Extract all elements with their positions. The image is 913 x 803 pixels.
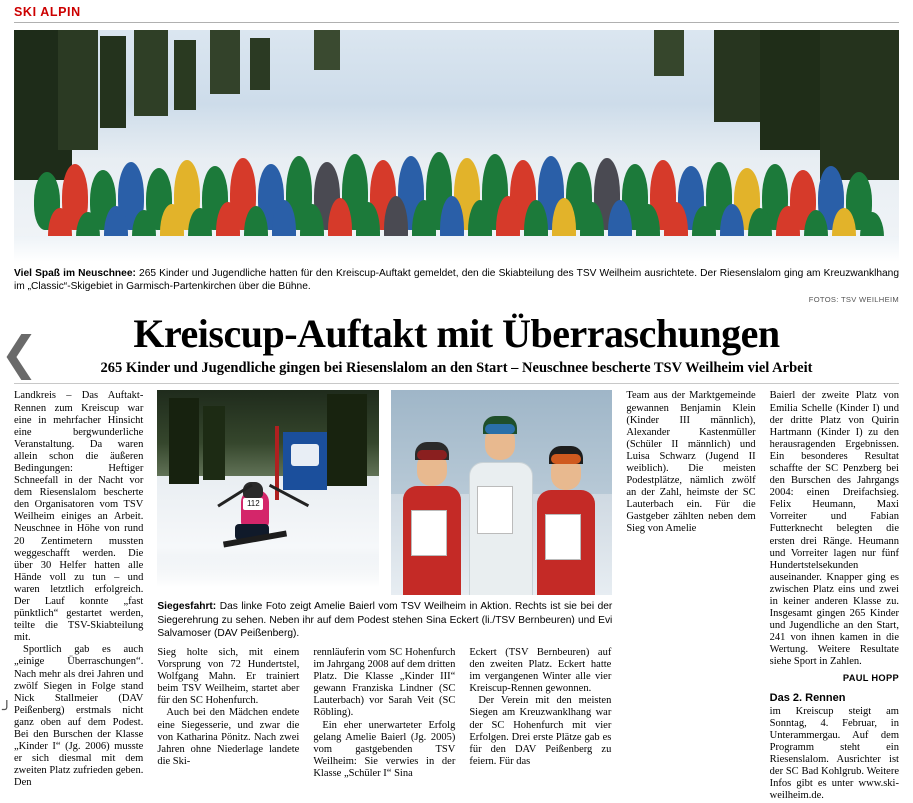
infobox-text: im Kreiscup steigt am Sonntag, 4. Februar, in Unterammergau. Auf dem Programm steht ein Riesenslalom. Ausrichter ist der SC Bad Kohlgrub. Weitere Infos gibt es unter www.ski-weilheim.de. xyxy=(769,705,899,802)
hero-photo-snow xyxy=(14,236,899,262)
hero-photo-caption xyxy=(14,262,899,293)
tree xyxy=(210,30,240,94)
body-paragraph: Der Verein mit den meisten Siegen am Kreuzwanklhang war der SC Hohenfurch mit vier Erfolgen. Drei erste Plätze gab es für den DAV Peißenberg zu feiern. Für das xyxy=(469,695,612,767)
infobox-title: Das 2. Rennen xyxy=(769,691,846,704)
body-column-4 xyxy=(469,647,611,780)
hero-photo-group-picture xyxy=(14,30,899,262)
page-edge-arrow-artifact: ❮ xyxy=(0,327,39,379)
tree xyxy=(714,30,760,122)
section-kicker: SKI ALPIN xyxy=(14,5,81,19)
body-paragraph: Eckert (TSV Bernbeuren) auf den zweiten Platz. Eckert hatte im vergangenen Winter alle vier Kreiscup-Rennen gewonnen. xyxy=(469,647,612,695)
headline-divider xyxy=(14,383,899,384)
body-paragraph: Sieg holte sich, mit einem Vorsprung von 72 Hundertstel, Wolfgang Mahn. Er trainiert beim TSV Weilheim, startet aber für den SC Hohenfurch. xyxy=(157,647,300,707)
tree xyxy=(654,30,684,76)
photo-award-ceremony xyxy=(391,390,612,595)
body-column-6 xyxy=(770,390,899,802)
middle-text-columns xyxy=(157,640,612,780)
body-column-1 xyxy=(14,390,143,802)
body-paragraph: Auch bei den Mädchen endete eine Siegesserie, und zwar die von Katharina Pönitz. Nach zwei Jahren ohne Niederlage landete die Ski- xyxy=(157,707,300,767)
photo-row xyxy=(157,390,612,595)
article-headline: Kreiscup-Auftakt mit Überraschungen xyxy=(133,311,780,357)
hero-photo-credit: FOTOS: TSV WEILHEIM xyxy=(808,295,899,305)
middle-block xyxy=(157,390,612,802)
photo-caption-text: Das linke Foto zeigt Amelie Baierl vom TSV Weilheim in Aktion. Rechts ist sie bei der Siegerehrung zu sehen. Neben ihr auf dem Podest stehen Sina Eckert (li./TSV Bernbeuren) und Evi Salvamoser (DAV Peißenberg). xyxy=(157,601,613,639)
body-paragraph: Ein eher unerwarteter Erfolg gelang Amelie Baierl (Jg. 2005) vom gastgebenden TSV Weilheim: Sie verwies in der Klasse „Schüler I“ Sina xyxy=(313,719,456,779)
tree xyxy=(314,30,340,70)
body-paragraph: Team aus der Marktgemeinde gewannen Benjamin Klein (Kinder III männlich), Alexander Kastenmüller (Schüler II männlich) und Luisa Schwarz (Jugend II weiblich). Die meisten Podestplätze, nämlich zwölf an der Zahl, heimste der SC Lauterbach ein. Für die Gastgeber zählten neben dem Sieg von Amelie xyxy=(626,390,756,535)
body-paragraph: rennläuferin vom SC Hohenfurch im Jahrgang 2008 auf dem dritten Platz. Die Klasse „Kinder III“ gewann Franziska Lindner (SC Lauterbach) vor Sarah Veit (SC Röbling). xyxy=(313,647,456,719)
body-column-3 xyxy=(313,647,455,780)
tree xyxy=(250,38,270,90)
article-byline: PAUL HOPP xyxy=(842,672,899,683)
body-paragraph: Landkreis – Das Auftakt-Rennen zum Kreiscup war eine in mehrfacher Hinsicht eine bergwunderliche Veranstaltung. Da waren allein schon die äußeren Bedingungen: Heftiger Schneefall in der Nacht vor dem Riesenslalom bescherte den Organisatoren vom TSV Weilheim einiges an Arbeit. Neuschnee in Höhe von rund 20 Zentimetern mussten weggeschafft werden. Die über 30 Helfer hatten alle Hände voll zu tun – und waren letztlich erfolgreich. Der Lauf konnte „fast pünktlich“ gestartet werden, teilte die TSV-Skiabteilung mit. xyxy=(14,390,144,644)
tree xyxy=(174,40,196,110)
tree xyxy=(134,30,168,116)
article-subheadline: 265 Kinder und Jugendliche gingen bei Riesenslalom an den Start – Neuschnee bescherte TSV Weilheim viel Arbeit xyxy=(100,360,813,377)
photo-row-caption xyxy=(157,595,612,640)
hero-caption-lead: Viel Spaß im Neuschnee: xyxy=(14,268,136,279)
page-edge-mark-artifact: ╯ xyxy=(2,702,12,719)
article-body xyxy=(14,390,899,802)
kicker-divider xyxy=(14,22,899,23)
body-paragraph: Sportlich gab es auch „einige Überraschungen“. Nach mehr als drei Jahren und zwölf Siegen in Folge stand Nick Stallmeier (DAV Peißenberg) erstmals nicht ganz oben auf dem Podest. Bei den Burschen der Klasse „Kinder I“ (Jg. 2006) musste er sich diesmal mit dem zweiten Platz zufrieden geben. Den xyxy=(14,644,144,789)
body-column-2 xyxy=(157,647,299,780)
body-paragraph: Baierl der zweite Platz von Emilia Schelle (Kinder I) und der dritte Platz von Quirin Hartmann (Kinder I) zu den herausragenden Ergebnissen. Ein besonderes Resultat schaffte der SC Penzberg bei den Burschen des Jahrgangs 2004: einen Dreifachsieg. Felix Heumann, Maxi Vorreiter und Fabian Futterknecht belegten die ersten drei Ränge. Heumann und Vorreiter lagen nur fünf Hundertstelsekunden auseinander. Knapper ging es zwischen Platz eins und zwei in keiner anderen Klasse zu. Insgesamt gingen 265 Kinder und Jugendliche an den Start, 241 von ihnen kamen in die Wertung. Weitere Resultate siehe Sport in Zahlen. xyxy=(769,390,899,668)
photo-racer-in-action xyxy=(157,390,379,595)
photo-caption-lead: Siegesfahrt: xyxy=(157,601,217,613)
hero-caption-text: 265 Kinder und Jugendliche hatten für den Kreiscup-Auftakt gemeldet, den die Skiabteilung des TSV Weilheim ausrichtete. Der Riesenslalom ging am Kreuzwanklhang im „Classic“-Skigebiet in Garmisch-Partenkirchen über die Bühne. xyxy=(14,268,899,293)
race-bib-number: 112 xyxy=(243,498,263,510)
body-column-5 xyxy=(626,390,755,802)
